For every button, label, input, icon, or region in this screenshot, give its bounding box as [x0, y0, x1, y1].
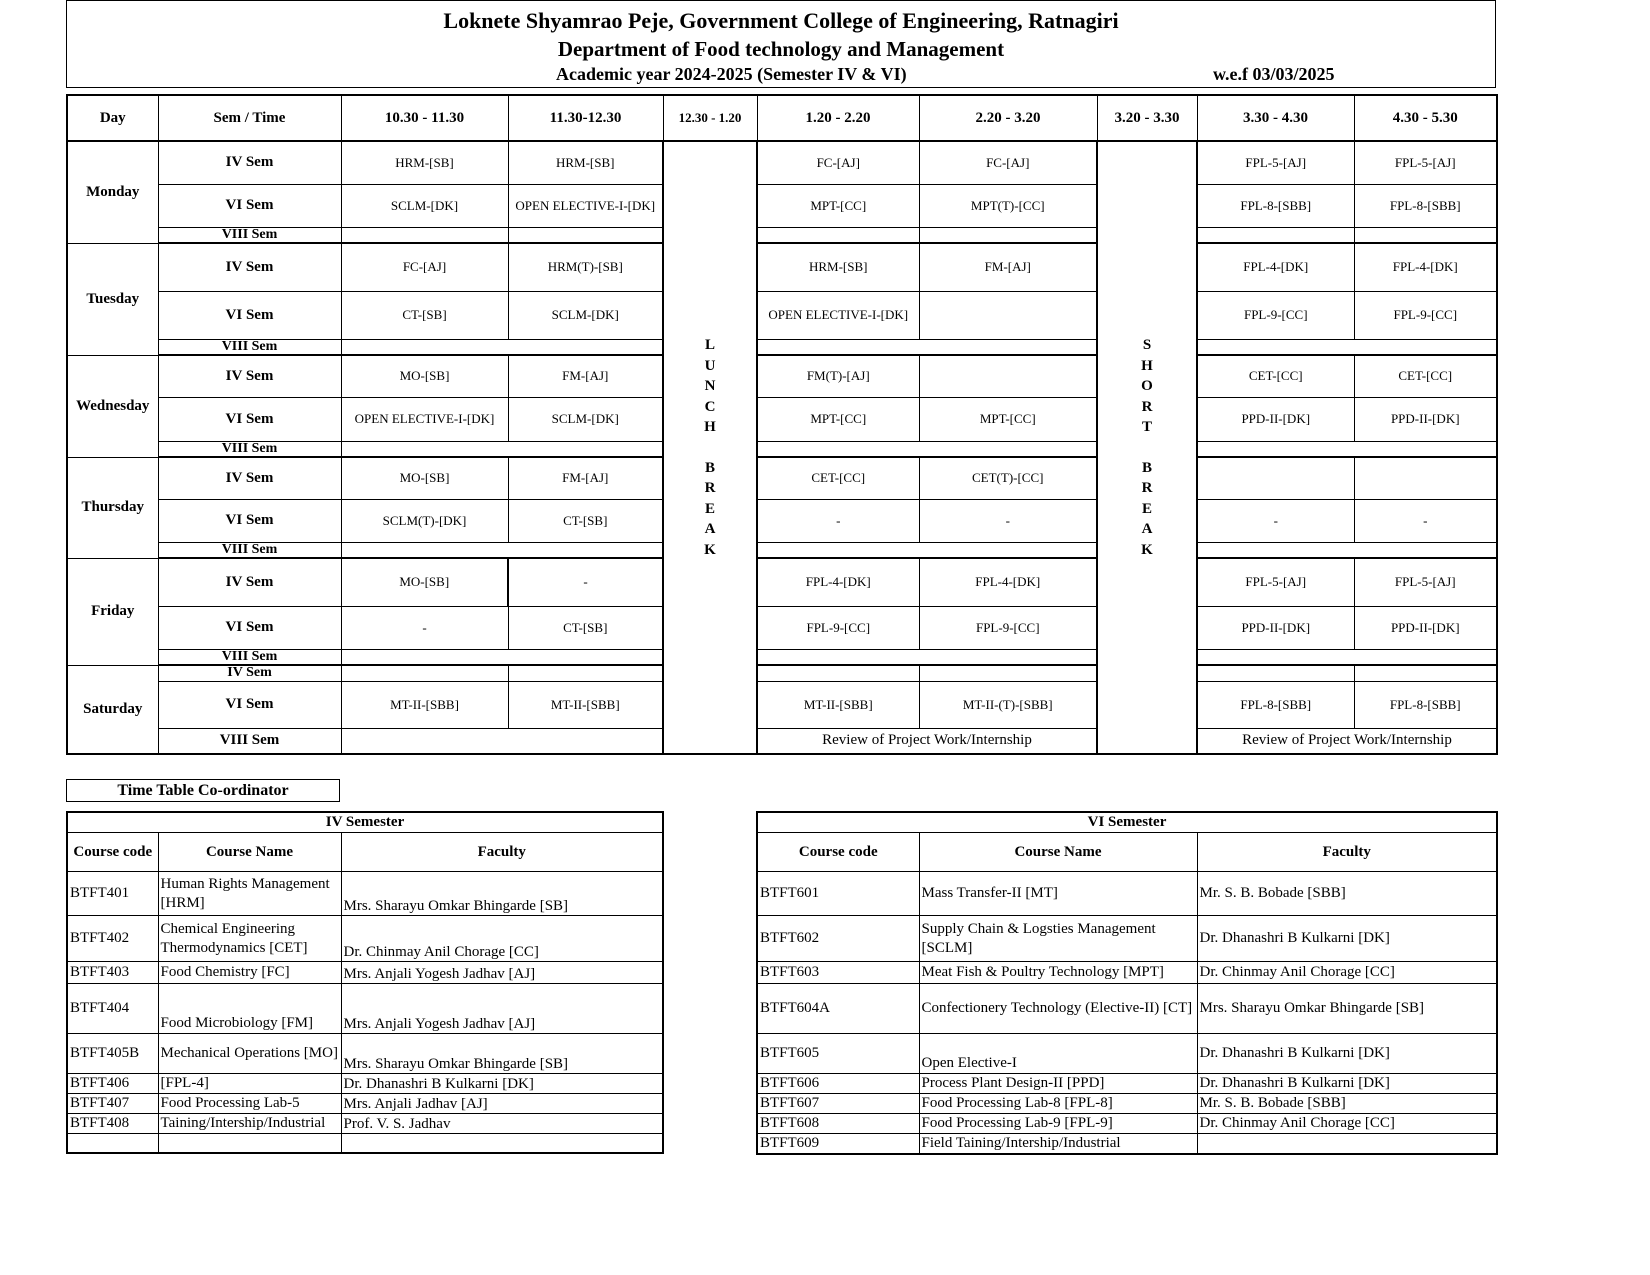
slot-cell: PPD-II-[DK]	[1197, 606, 1354, 649]
table-row	[67, 1114, 663, 1134]
table-row	[67, 457, 1497, 499]
slot-cell: CET-[CC]	[1197, 355, 1354, 397]
college-name: Loknete Shyamrao Peje, Government College of Engineering, Ratnagiri	[443, 8, 1119, 33]
slot-cell	[508, 665, 663, 681]
sem-label: VIII Sem	[158, 649, 341, 665]
break-letter: K	[1141, 541, 1153, 558]
table-row	[67, 558, 1497, 606]
break-letter: N	[704, 378, 716, 394]
course-name: Human Rights Management [HRM]	[158, 872, 341, 916]
slot-cell	[1197, 665, 1354, 681]
sem6-title: VI Semester	[757, 812, 1497, 833]
sem-label: IV Sem	[158, 665, 341, 681]
break-letter: E	[704, 500, 715, 517]
course-name: Field Taining/Intership/Industrial	[919, 1134, 1197, 1155]
course-code: BTFT407	[67, 1094, 158, 1114]
slot-cell: MPT-[CC]	[757, 184, 919, 227]
faculty: Mrs. Sharayu Omkar Bhingarde [SB]	[1197, 984, 1497, 1034]
course-name: Taining/Intership/Industrial	[158, 1114, 341, 1134]
course-code: BTFT603	[757, 962, 919, 984]
faculty: Mrs. Sharayu Omkar Bhingarde [SB]	[341, 1034, 663, 1074]
slot-cell	[919, 665, 1097, 681]
slot-cell: HRM-[SB]	[341, 141, 508, 184]
break-spacer	[1098, 438, 1196, 458]
slot-cell: FPL-8-[SBB]	[1354, 681, 1497, 728]
table-row	[67, 542, 1497, 558]
course-code: BTFT608	[757, 1114, 919, 1134]
slot-cell	[757, 542, 1097, 558]
slot-cell: CT-[SB]	[508, 606, 663, 649]
slot-cell: FPL-9-[CC]	[1197, 291, 1354, 339]
col-header-slot-2: 11.30-12.30	[508, 95, 663, 141]
slot-cell: FC-[AJ]	[919, 141, 1097, 184]
slot-cell: -	[1354, 499, 1497, 542]
slot-cell: SCLM-[DK]	[341, 184, 508, 227]
sem-label: IV Sem	[158, 141, 341, 184]
col-header: Course Name	[158, 833, 341, 872]
col-header-slot-5: 3.30 - 4.30	[1197, 95, 1354, 141]
course-code: BTFT604A	[757, 984, 919, 1034]
slot-cell: MT-II-(T)-[SBB]	[919, 681, 1097, 728]
table-row	[757, 1114, 1497, 1134]
slot-cell: OPEN ELECTIVE-I-[DK]	[757, 291, 919, 339]
table-row	[67, 184, 1497, 227]
faculty: Dr. Dhanashri B Kulkarni [DK]	[1197, 1074, 1497, 1094]
faculty: Mrs. Sharayu Omkar Bhingarde [SB]	[341, 872, 663, 916]
sem-label: VIII Sem	[158, 339, 341, 355]
col-header-slot-6: 4.30 - 5.30	[1354, 95, 1497, 141]
slot-cell	[1354, 665, 1497, 681]
faculty: Mrs. Anjali Yogesh Jadhav [AJ]	[341, 962, 663, 984]
slot-cell: HRM-[SB]	[757, 243, 919, 291]
course-name: Food Microbiology [FM]	[158, 984, 341, 1034]
sem-label: VI Sem	[158, 184, 341, 227]
sem4-title: IV Semester	[67, 812, 663, 833]
col-header: Faculty	[1197, 833, 1497, 872]
course-name: Supply Chain & Logsties Management [SCLM]	[919, 916, 1197, 962]
slot-cell: MPT-[CC]	[919, 397, 1097, 441]
faculty	[341, 1134, 663, 1153]
table-row	[757, 1094, 1497, 1114]
slot-cell	[919, 355, 1097, 397]
faculty: Dr. Dhanashri B Kulkarni [DK]	[1197, 1034, 1497, 1074]
sem-label: IV Sem	[158, 457, 341, 499]
table-row	[757, 1034, 1497, 1074]
slot-cell	[341, 728, 663, 754]
slot-cell: SCLM-[DK]	[508, 397, 663, 441]
title-block	[66, 0, 1496, 88]
faculty: Dr. Chinmay Anil Chorage [CC]	[1197, 1114, 1497, 1134]
slot-cell: FPL-4-[DK]	[1354, 243, 1497, 291]
faculty: Mr. S. B. Bobade [SBB]	[1197, 1094, 1497, 1114]
table-row	[757, 1074, 1497, 1094]
break-spacer	[664, 438, 756, 458]
table-row	[757, 872, 1497, 916]
break-letter: R	[1141, 398, 1153, 415]
slot-cell: MO-[SB]	[341, 355, 508, 397]
break-letter: T	[1141, 419, 1152, 435]
table-row	[67, 984, 663, 1034]
sem-label: IV Sem	[158, 243, 341, 291]
table-row	[67, 665, 1497, 681]
slot-cell	[341, 339, 663, 355]
course-code: BTFT609	[757, 1134, 919, 1155]
break-letter: A	[704, 521, 716, 537]
table-row	[757, 984, 1497, 1034]
slot-cell: CT-[SB]	[341, 291, 508, 339]
slot-cell	[341, 441, 663, 457]
col-header-lunch: 12.30 - 1.20	[663, 95, 757, 141]
slot-cell	[757, 227, 919, 243]
slot-cell: -	[919, 499, 1097, 542]
course-name: Chemical Engineering Thermodynamics [CET]	[158, 916, 341, 962]
faculty	[1197, 1134, 1497, 1155]
table-row	[757, 962, 1497, 984]
col-header-short-break: 3.20 - 3.30	[1097, 95, 1197, 141]
slot-cell: FM-[AJ]	[919, 243, 1097, 291]
slot-cell: CT-[SB]	[508, 499, 663, 542]
slot-cell: FPL-4-[DK]	[757, 558, 919, 606]
course-code: BTFT406	[67, 1074, 158, 1094]
slot-cell: FPL-4-[DK]	[919, 558, 1097, 606]
sem-label: VIII Sem	[158, 227, 341, 243]
timetable-header-row	[67, 95, 1497, 141]
slot-cell: CET-[CC]	[757, 457, 919, 499]
course-name	[158, 1134, 341, 1153]
table-row	[67, 606, 1497, 649]
course-name: Meat Fish & Poultry Technology [MPT]	[919, 962, 1197, 984]
break-letter: O	[1141, 378, 1153, 394]
slot-cell: MO-[SB]	[341, 558, 508, 606]
slot-cell: -	[341, 606, 508, 649]
sem-label: IV Sem	[158, 355, 341, 397]
slot-cell	[341, 665, 508, 681]
slot-cell: FPL-5-[AJ]	[1197, 141, 1354, 184]
course-code: BTFT606	[757, 1074, 919, 1094]
break-letter: B	[704, 459, 715, 476]
slot-cell: MT-II-[SBB]	[757, 681, 919, 728]
table-row	[67, 1134, 663, 1153]
table-row	[67, 872, 663, 916]
sem-label: VI Sem	[158, 291, 341, 339]
slot-cell	[1354, 457, 1497, 499]
slot-cell: -	[757, 499, 919, 542]
faculty: Mrs. Anjali Jadhav [AJ]	[341, 1094, 663, 1114]
col-header-day: Day	[67, 95, 158, 141]
table-row	[67, 681, 1497, 728]
col-header-slot-1: 10.30 - 11.30	[341, 95, 508, 141]
slot-cell	[1197, 542, 1497, 558]
table-row	[67, 141, 1497, 184]
course-name: Confectionery Technology (Elective-II) [CT]	[919, 984, 1197, 1034]
course-code: BTFT404	[67, 984, 158, 1034]
table-row	[67, 728, 1497, 754]
course-name: Process Plant Design-II [PPD]	[919, 1074, 1197, 1094]
sem6-course-table	[756, 811, 1498, 1155]
break-letter: U	[704, 357, 716, 374]
sem4-course-table	[66, 811, 664, 1154]
col-header: Course code	[67, 833, 158, 872]
slot-cell: MO-[SB]	[341, 457, 508, 499]
sem-label: VI Sem	[158, 499, 341, 542]
course-code: BTFT601	[757, 872, 919, 916]
course-name: [FPL-4]	[158, 1074, 341, 1094]
coordinator-label: Time Table Co-ordinator	[66, 779, 340, 802]
slot-cell: FM-[AJ]	[508, 457, 663, 499]
table-row	[67, 916, 663, 962]
slot-cell: FPL-9-[CC]	[919, 606, 1097, 649]
slot-cell	[341, 227, 508, 243]
break-letter: H	[1141, 357, 1153, 374]
slot-cell: FPL-9-[CC]	[1354, 291, 1497, 339]
break-letter: B	[1141, 459, 1152, 476]
sem-label: VI Sem	[158, 681, 341, 728]
slot-cell: PPD-II-[DK]	[1197, 397, 1354, 441]
col-header-slot-3: 1.20 - 2.20	[757, 95, 919, 141]
slot-cell: -	[508, 558, 663, 606]
break-letter: L	[704, 337, 715, 353]
slot-cell	[1197, 339, 1497, 355]
slot-cell	[1197, 649, 1497, 665]
slot-cell: MPT-[CC]	[757, 397, 919, 441]
course-code: BTFT401	[67, 872, 158, 916]
slot-cell: FPL-4-[DK]	[1197, 243, 1354, 291]
slot-cell: MT-II-[SBB]	[341, 681, 508, 728]
day-label: Monday	[67, 141, 158, 243]
slot-cell	[341, 649, 663, 665]
break-letter: A	[1141, 521, 1153, 537]
col-header: Course Name	[919, 833, 1197, 872]
academic-year: Academic year 2024-2025 (Semester IV & VI)	[556, 64, 907, 84]
sem-label: VIII Sem	[158, 728, 341, 754]
slot-cell: PPD-II-[DK]	[1354, 397, 1497, 441]
table-row	[67, 649, 1497, 665]
slot-cell: CET(T)-[CC]	[919, 457, 1097, 499]
table-row	[67, 339, 1497, 355]
day-label: Tuesday	[67, 243, 158, 355]
course-name: Mass Transfer-II [MT]	[919, 872, 1197, 916]
faculty: Mrs. Anjali Yogesh Jadhav [AJ]	[341, 984, 663, 1034]
break-letter: R	[704, 480, 716, 496]
slot-cell: MPT(T)-[CC]	[919, 184, 1097, 227]
table-row	[67, 291, 1497, 339]
slot-cell: CET-[CC]	[1354, 355, 1497, 397]
table-row	[67, 441, 1497, 457]
slot-cell	[508, 227, 663, 243]
faculty: Dr. Chinmay Anil Chorage [CC]	[1197, 962, 1497, 984]
slot-cell: FPL-5-[AJ]	[1354, 558, 1497, 606]
course-code: BTFT605	[757, 1034, 919, 1074]
break-letter: S	[1142, 337, 1152, 353]
slot-cell	[341, 542, 663, 558]
table-row	[67, 1074, 663, 1094]
slot-cell: FPL-5-[AJ]	[1354, 141, 1497, 184]
faculty: Mr. S. B. Bobade [SBB]	[1197, 872, 1497, 916]
course-name: Open Elective-I	[919, 1034, 1197, 1074]
slot-cell: HRM(T)-[SB]	[508, 243, 663, 291]
col-header: Faculty	[341, 833, 663, 872]
slot-cell: OPEN ELECTIVE-I-[DK]	[341, 397, 508, 441]
day-label: Wednesday	[67, 355, 158, 457]
course-name: Food Processing Lab-5	[158, 1094, 341, 1114]
faculty: Dr. Dhanashri B Kulkarni [DK]	[341, 1074, 663, 1094]
slot-cell	[757, 665, 919, 681]
course-code: BTFT405B	[67, 1034, 158, 1074]
course-code: BTFT403	[67, 962, 158, 984]
effective-date: w.e.f 03/03/2025	[1213, 64, 1335, 84]
table-row	[757, 916, 1497, 962]
timetable	[66, 94, 1498, 755]
slot-cell: FPL-8-[SBB]	[1354, 184, 1497, 227]
course-code: BTFT602	[757, 916, 919, 962]
break-letter: H	[704, 419, 716, 435]
day-label: Friday	[67, 558, 158, 665]
academic-year-line	[67, 63, 1495, 85]
slot-cell: FPL-5-[AJ]	[1197, 558, 1354, 606]
slot-cell	[1197, 441, 1497, 457]
slot-cell: PPD-II-[DK]	[1354, 606, 1497, 649]
table-row	[67, 1094, 663, 1114]
course-code: BTFT607	[757, 1094, 919, 1114]
slot-cell: FPL-8-[SBB]	[1197, 184, 1354, 227]
break-letter: C	[704, 398, 716, 415]
slot-cell	[1197, 227, 1354, 243]
table-row	[67, 1034, 663, 1074]
slot-cell: FPL-9-[CC]	[757, 606, 919, 649]
slot-cell: FC-[AJ]	[341, 243, 508, 291]
faculty: Dr. Chinmay Anil Chorage [CC]	[341, 916, 663, 962]
table-row	[67, 227, 1497, 243]
slot-cell: -	[1197, 499, 1354, 542]
sem-label: IV Sem	[158, 558, 341, 606]
break-letter: K	[704, 541, 716, 558]
short-break-cell	[1097, 141, 1197, 754]
slot-cell: SCLM-[DK]	[508, 291, 663, 339]
course-name: Food Chemistry [FC]	[158, 962, 341, 984]
col-header-sem-time: Sem / Time	[158, 95, 341, 141]
slot-cell: HRM-[SB]	[508, 141, 663, 184]
slot-cell	[919, 227, 1097, 243]
course-code	[67, 1134, 158, 1153]
table-row	[67, 243, 1497, 291]
slot-cell	[1197, 457, 1354, 499]
sem-label: VI Sem	[158, 397, 341, 441]
slot-cell: FM(T)-[AJ]	[757, 355, 919, 397]
table-row	[67, 962, 663, 984]
slot-cell: OPEN ELECTIVE-I-[DK]	[508, 184, 663, 227]
day-label: Thursday	[67, 457, 158, 558]
department-name: Department of Food technology and Management	[557, 37, 1005, 61]
review-cell: Review of Project Work/Internship	[1197, 728, 1497, 754]
col-header: Course code	[757, 833, 919, 872]
course-code: BTFT402	[67, 916, 158, 962]
slot-cell: SCLM(T)-[DK]	[341, 499, 508, 542]
review-cell: Review of Project Work/Internship	[757, 728, 1097, 754]
slot-cell	[757, 649, 1097, 665]
course-name: Food Processing Lab-9 [FPL-9]	[919, 1114, 1197, 1134]
table-row	[67, 499, 1497, 542]
slot-cell	[1354, 227, 1497, 243]
table-row	[757, 1134, 1497, 1155]
course-name: Food Processing Lab-8 [FPL-8]	[919, 1094, 1197, 1114]
slot-cell: MT-II-[SBB]	[508, 681, 663, 728]
faculty: Prof. V. S. Jadhav	[341, 1114, 663, 1134]
break-letter: E	[1141, 500, 1152, 517]
sem-label: VIII Sem	[158, 542, 341, 558]
sem-label: VIII Sem	[158, 441, 341, 457]
slot-cell: FPL-8-[SBB]	[1197, 681, 1354, 728]
course-name: Mechanical Operations [MO]	[158, 1034, 341, 1074]
lunch-break-cell	[663, 141, 757, 754]
slot-cell	[757, 441, 1097, 457]
slot-cell	[757, 339, 1097, 355]
table-row	[67, 355, 1497, 397]
course-code: BTFT408	[67, 1114, 158, 1134]
slot-cell: FM-[AJ]	[508, 355, 663, 397]
col-header-slot-4: 2.20 - 3.20	[919, 95, 1097, 141]
break-letter: R	[1141, 480, 1153, 496]
sem-label: VI Sem	[158, 606, 341, 649]
faculty: Dr. Dhanashri B Kulkarni [DK]	[1197, 916, 1497, 962]
slot-cell	[919, 291, 1097, 339]
table-row	[67, 397, 1497, 441]
slot-cell: FC-[AJ]	[757, 141, 919, 184]
day-label: Saturday	[67, 665, 158, 754]
